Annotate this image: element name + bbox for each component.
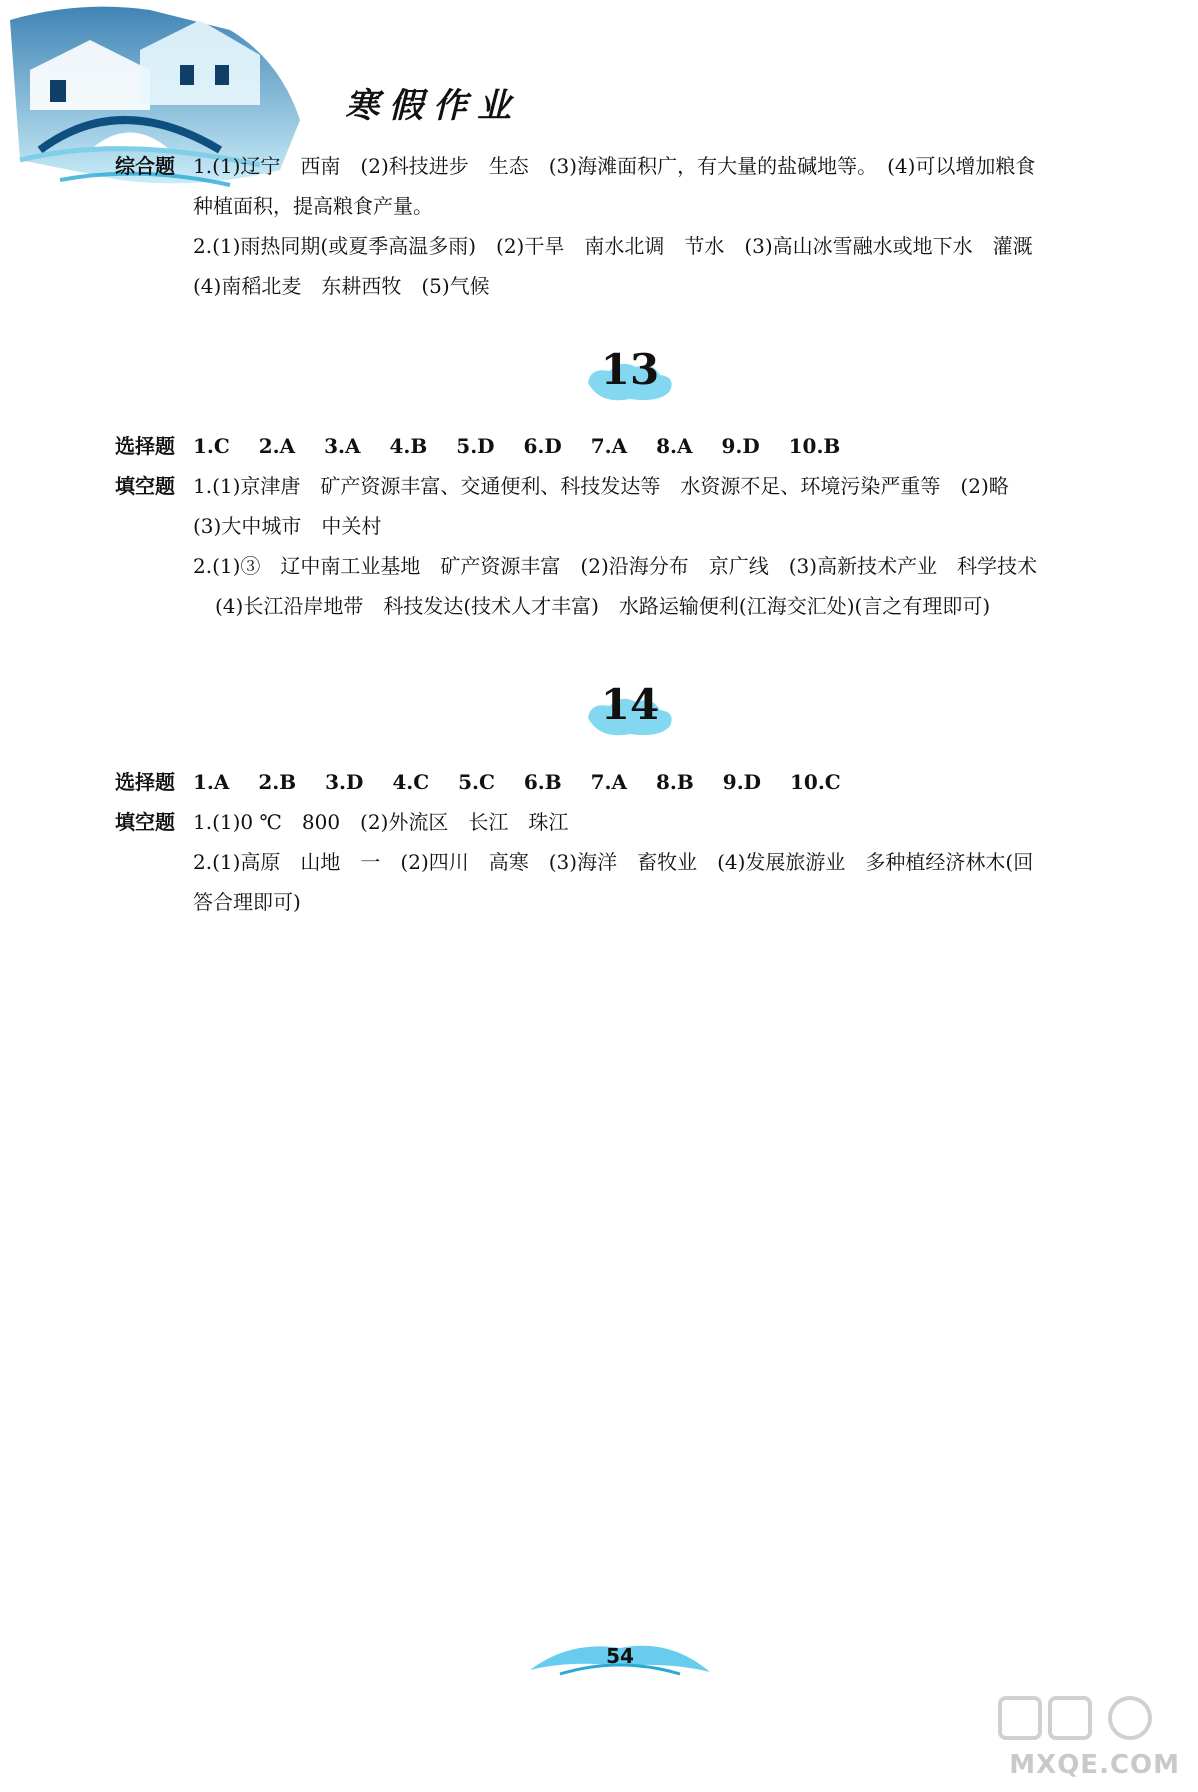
answer-line: 1.(1)京津唐 矿产资源丰富、交通便利、科技发达等 水资源不足、环境污染严重等 (2)略 xyxy=(193,474,1009,498)
page-footer xyxy=(520,1630,720,1690)
choice-answer: 1.C xyxy=(193,434,230,458)
section-label-zonghe: 综合题 xyxy=(115,154,175,178)
choice-answer: 10.C xyxy=(789,770,841,794)
choice-answer: 9.D xyxy=(722,770,762,794)
answer-line: 2.(1)③ 辽中南工业基地 矿产资源丰富 (2)沿海分布 京广线 (3)高新技术产业 科学技术 xyxy=(193,554,1038,578)
section-number: 13 xyxy=(600,345,660,394)
answer-line: 答合理即可) xyxy=(193,890,301,914)
choice-answer: 2.B xyxy=(258,770,297,794)
choice-answers xyxy=(193,426,1155,466)
choice-answer: 5.D xyxy=(456,434,495,458)
choice-answer: 10.B xyxy=(788,434,841,458)
choice-answer: 8.B xyxy=(656,770,694,794)
choice-answer: 7.A xyxy=(590,770,628,794)
section-label-xuanze: 选择题 xyxy=(115,770,175,794)
choice-answer: 1.A xyxy=(193,770,230,794)
choice-answer: 4.B xyxy=(389,434,428,458)
section-number: 14 xyxy=(600,680,660,729)
answer-line: 1.(1)0 ℃ 800 (2)外流区 长江 珠江 xyxy=(193,810,569,834)
section-label-xuanze: 选择题 xyxy=(115,434,175,458)
choice-answer: 6.B xyxy=(523,770,562,794)
xuanze-row xyxy=(115,762,1155,802)
choice-answers xyxy=(193,762,1155,802)
tiankong-row xyxy=(115,466,1155,506)
answer-line: 2.(1)雨热同期(或夏季高温多雨) (2)干旱 南水北调 节水 (3)高山冰雪融水或地下水 灌溉 xyxy=(193,234,1033,258)
answer-line: 2.(1)高原 山地 一 (2)四川 高寒 (3)海洋 畜牧业 (4)发展旅游业 多种植经济林木(回 xyxy=(193,850,1034,874)
answer-line: (3)大中城市 中关村 xyxy=(193,514,382,538)
choice-answer: 5.C xyxy=(458,770,495,794)
choice-answer: 3.D xyxy=(325,770,364,794)
section-number-badge-13 xyxy=(570,345,690,415)
page-number: 54 xyxy=(606,1644,634,1668)
zonghe-row xyxy=(115,146,1155,186)
answer-line: 1.(1)辽宁 西南 (2)科技进步 生态 (3)海滩面积广，有大量的盐碱地等。 (4)可以增加粮食 xyxy=(193,154,1036,178)
answer-line: 种植面积，提高粮食产量。 xyxy=(193,194,433,218)
section-12-answers xyxy=(115,146,1155,306)
watermark-logo xyxy=(990,1690,1180,1780)
xuanze-row xyxy=(115,426,1155,466)
choice-answer: 3.A xyxy=(324,434,361,458)
section-13-answers xyxy=(115,426,1155,626)
watermark-text: MXQE.COM xyxy=(1009,1750,1180,1780)
answer-line: (4)长江沿岸地带 科技发达(技术人才丰富) 水路运输便利(江海交汇处)(言之有理即可) xyxy=(215,594,991,618)
choice-answer: 9.D xyxy=(721,434,760,458)
choice-answer: 7.A xyxy=(590,434,628,458)
section-14-answers xyxy=(115,762,1155,922)
choice-answer: 8.A xyxy=(656,434,693,458)
answer-line: (4)南稻北麦 东耕西牧 (5)气候 xyxy=(193,274,490,298)
section-number-badge-14 xyxy=(570,680,690,750)
section-label-tiankong: 填空题 xyxy=(115,474,175,498)
watermark-emblem-icon xyxy=(990,1690,1180,1750)
choice-answer: 4.C xyxy=(392,770,430,794)
choice-answer: 2.A xyxy=(258,434,296,458)
choice-answer: 6.D xyxy=(523,434,562,458)
tiankong-row xyxy=(115,802,1155,842)
section-label-tiankong: 填空题 xyxy=(115,810,175,834)
header-title: 寒假作业 xyxy=(345,86,521,126)
